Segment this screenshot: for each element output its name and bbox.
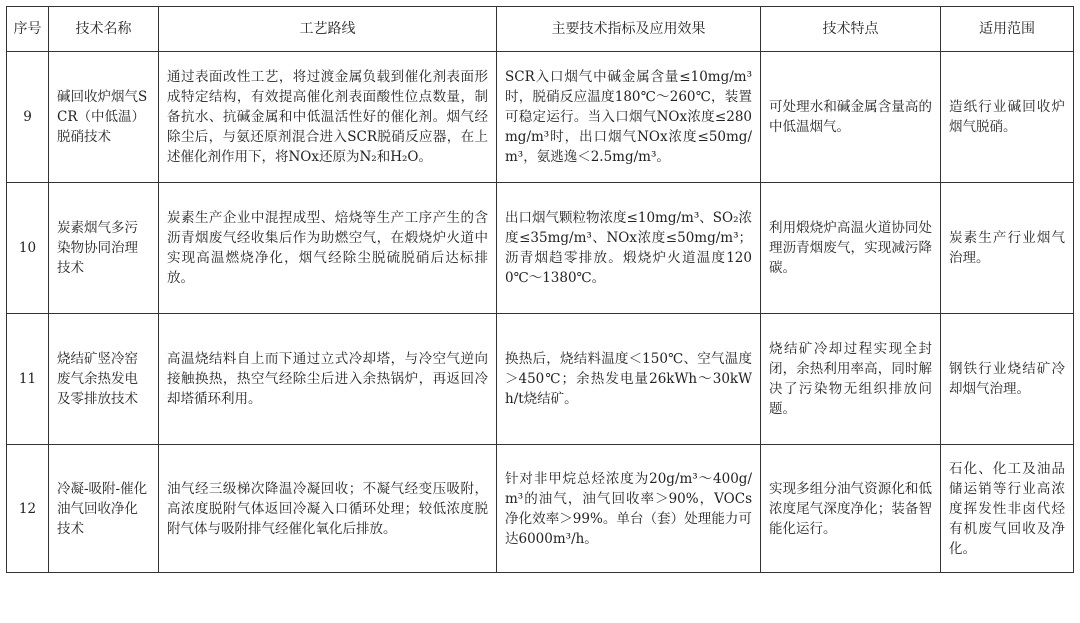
technology-name: 冷凝-吸附-催化油气回收净化技术 [49, 445, 159, 573]
process-route: 油气经三级梯次降温冷凝回收；不凝气经变压吸附，高浓度脱附气体返回冷凝入口循环处理；较低浓度脱附气体与吸附排气经催化氧化后排放。 [159, 445, 497, 573]
header-no: 序号 [7, 7, 49, 52]
application-scope: 造纸行业碱回收炉烟气脱硝。 [941, 52, 1074, 183]
application-scope: 炭素生产行业烟气治理。 [941, 183, 1074, 314]
table-row [7, 52, 1074, 183]
technical-features: 可处理水和碱金属含量高的中低温烟气。 [761, 52, 941, 183]
table-wrapper [6, 6, 1074, 573]
technology-table [6, 6, 1074, 573]
technical-indicators: 出口烟气颗粒物浓度≤10mg/m³、SO₂浓度≤35mg/m³、NOx浓度≤50mg/m³；沥青烟趋零排放。煅烧炉火道温度1200℃～1380℃。 [497, 183, 761, 314]
technology-name: 炭素烟气多污染物协同治理技术 [49, 183, 159, 314]
technology-name: 烧结矿竖冷窑废气余热发电及零排放技术 [49, 314, 159, 445]
header-row [7, 7, 1074, 52]
header-indicators: 主要技术指标及应用效果 [497, 7, 761, 52]
technology-name: 碱回收炉烟气SCR（中低温）脱硝技术 [49, 52, 159, 183]
row-number: 9 [7, 52, 49, 183]
process-route: 通过表面改性工艺，将过渡金属负载到催化剂表面形成特定结构，有效提高催化剂表面酸性位点数量，制备抗水、抗碱金属和中低温活性好的催化剂。烟气经除尘后，与氨还原剂混合进入SCR脱硝反应器，在上述催化剂作用下，将NOx还原为N₂和H₂O。 [159, 52, 497, 183]
application-scope: 石化、化工及油品储运销等行业高浓度挥发性非卤代烃有机废气回收及净化。 [941, 445, 1074, 573]
table-row [7, 314, 1074, 445]
header-route: 工艺路线 [159, 7, 497, 52]
table-header [7, 7, 1074, 52]
row-number: 12 [7, 445, 49, 573]
process-route: 高温烧结料自上而下通过立式冷却塔，与冷空气逆向接触换热，热空气经除尘后进入余热锅炉，再返回冷却塔循环利用。 [159, 314, 497, 445]
header-name: 技术名称 [49, 7, 159, 52]
technical-indicators: 换热后，烧结料温度＜150℃、空气温度＞450℃；余热发电量26kWh～30kWh/t烧结矿。 [497, 314, 761, 445]
technical-features: 烧结矿冷却过程实现全封闭，余热利用率高，同时解决了污染物无组织排放问题。 [761, 314, 941, 445]
header-scope: 适用范围 [941, 7, 1074, 52]
technical-features: 实现多组分油气资源化和低浓度尾气深度净化；装备智能化运行。 [761, 445, 941, 573]
table-row [7, 183, 1074, 314]
row-number: 11 [7, 314, 49, 445]
application-scope: 钢铁行业烧结矿冷却烟气治理。 [941, 314, 1074, 445]
technical-indicators: 针对非甲烷总烃浓度为20g/m³～400g/m³的油气，油气回收率＞90%，VOCs净化效率＞99%。单台（套）处理能力可达6000m³/h。 [497, 445, 761, 573]
row-number: 10 [7, 183, 49, 314]
technical-features: 利用煅烧炉高温火道协同处理沥青烟废气，实现减污降碳。 [761, 183, 941, 314]
table-row [7, 445, 1074, 573]
process-route: 炭素生产企业中混捏成型、焙烧等生产工序产生的含沥青烟废气经收集后作为助燃空气，在煅烧炉火道中实现高温燃烧净化，烟气经除尘脱硫脱硝后达标排放。 [159, 183, 497, 314]
technical-indicators: SCR入口烟气中碱金属含量≤10mg/m³时，脱硝反应温度180℃～260℃，装置可稳定运行。当入口烟气NOx浓度≤280mg/m³时，出口烟气NOx浓度≤50mg/m³，氨逃逸＜2.5mg/m³。 [497, 52, 761, 183]
table-body [7, 52, 1074, 573]
header-features: 技术特点 [761, 7, 941, 52]
